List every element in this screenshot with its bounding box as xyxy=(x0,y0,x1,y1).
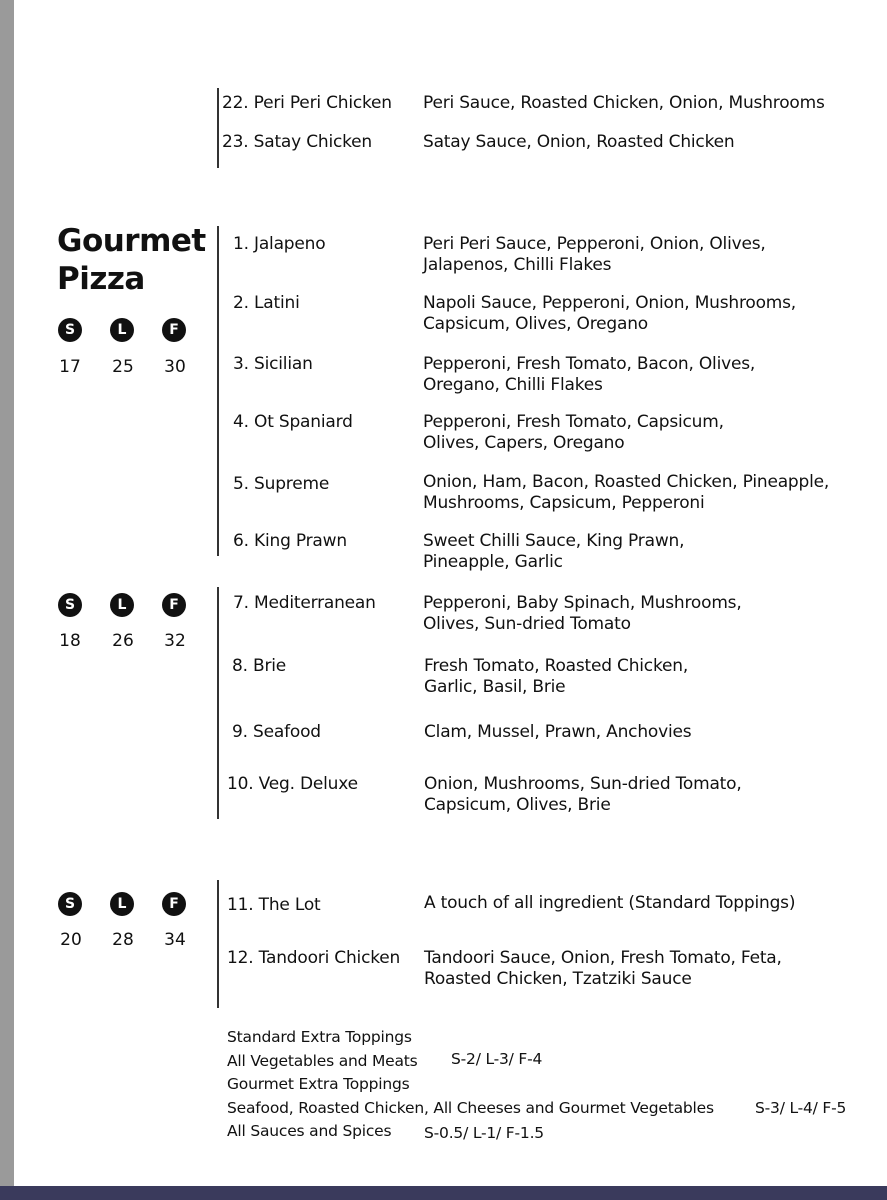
item-ingredients-23: Satay Sauce, Onion, Roasted Chicken xyxy=(423,132,735,152)
sauces-price: S-0.5/ L-1/ F-1.5 xyxy=(424,1124,544,1142)
bottom-bar xyxy=(0,1186,887,1200)
item-ingredients-7 xyxy=(423,593,742,635)
item-name-22: 22. Peri Peri Chicken xyxy=(222,93,392,113)
divider-line xyxy=(217,88,219,168)
ingredient-line: Fresh Tomato, Roasted Chicken, xyxy=(424,656,689,676)
section-title-line1: Gourmet xyxy=(57,223,206,259)
ingredient-line: Olives, Capers, Oregano xyxy=(423,433,625,453)
ingredient-line: Pepperoni, Baby Spinach, Mushrooms, xyxy=(423,593,742,613)
item-ingredients-1 xyxy=(423,234,766,276)
size-badge-large: L xyxy=(110,892,134,916)
size-badge-small: S xyxy=(58,892,82,916)
divider-line xyxy=(217,587,219,819)
price-large: 25 xyxy=(112,357,134,377)
item-name-12: 12. Tandoori Chicken xyxy=(227,948,401,968)
ingredient-line: Peri Peri Sauce, Pepperoni, Onion, Olives, xyxy=(423,234,766,254)
size-badges xyxy=(58,593,198,621)
item-ingredients-9: Clam, Mussel, Prawn, Anchovies xyxy=(424,722,692,742)
ingredient-line: Onion, Ham, Bacon, Roasted Chicken, Pineapple, xyxy=(423,472,830,492)
item-name-5: 5. Supreme xyxy=(233,474,330,494)
gourmet-extra-label: Seafood, Roasted Chicken, All Cheeses and Gourmet Vegetables xyxy=(227,1099,714,1117)
menu-page xyxy=(14,0,887,1186)
size-badge-family: F xyxy=(162,892,186,916)
item-ingredients-22: Peri Sauce, Roasted Chicken, Onion, Mushrooms xyxy=(423,93,825,113)
size-badge-large: L xyxy=(110,318,134,342)
section-title xyxy=(57,222,206,298)
item-ingredients-10 xyxy=(424,774,742,816)
item-ingredients-11: A touch of all ingredient (Standard Toppings) xyxy=(424,893,796,913)
ingredient-line: Olives, Sun-dried Tomato xyxy=(423,614,631,634)
price-large: 28 xyxy=(112,930,134,950)
ingredient-line: Pepperoni, Fresh Tomato, Bacon, Olives, xyxy=(423,354,756,374)
divider-line xyxy=(217,880,219,1008)
gourmet-extra-heading: Gourmet Extra Toppings xyxy=(227,1075,410,1093)
price-small: 17 xyxy=(59,357,81,377)
ingredient-line: Napoli Sauce, Pepperoni, Onion, Mushrooms, xyxy=(423,293,797,313)
item-name-11: 11. The Lot xyxy=(227,895,321,915)
size-badge-large: L xyxy=(110,593,134,617)
size-badge-family: F xyxy=(162,593,186,617)
gourmet-extra-price: S-3/ L-4/ F-5 xyxy=(755,1099,847,1117)
item-ingredients-6 xyxy=(423,531,684,573)
price-small: 18 xyxy=(59,631,81,651)
ingredient-line: Garlic, Basil, Brie xyxy=(424,677,566,697)
ingredient-line: Oregano, Chilli Flakes xyxy=(423,375,603,395)
item-ingredients-5 xyxy=(423,472,829,514)
ingredient-line: Capsicum, Olives, Oregano xyxy=(423,314,648,334)
item-name-6: 6. King Prawn xyxy=(233,531,347,551)
ingredient-line: Sweet Chilli Sauce, King Prawn, xyxy=(423,531,685,551)
price-family: 30 xyxy=(164,357,186,377)
ingredient-line: Roasted Chicken, Tzatziki Sauce xyxy=(424,969,692,989)
size-badges xyxy=(58,892,198,920)
ingredient-line: Pineapple, Garlic xyxy=(423,552,563,572)
price-family: 32 xyxy=(164,631,186,651)
item-ingredients-12 xyxy=(424,948,782,990)
size-badge-family: F xyxy=(162,318,186,342)
item-name-3: 3. Sicilian xyxy=(233,354,313,374)
item-ingredients-8 xyxy=(424,656,688,698)
sauces-label: All Sauces and Spices xyxy=(227,1122,392,1140)
item-ingredients-2 xyxy=(423,293,796,335)
ingredient-line: Mushrooms, Capsicum, Pepperoni xyxy=(423,493,705,513)
item-name-2: 2. Latini xyxy=(233,293,300,313)
veg-meats-label: All Vegetables and Meats xyxy=(227,1052,418,1070)
item-name-1: 1. Jalapeno xyxy=(233,234,326,254)
divider-line xyxy=(217,226,219,556)
price-family: 34 xyxy=(164,930,186,950)
item-name-4: 4. Ot Spaniard xyxy=(233,412,353,432)
item-ingredients-3 xyxy=(423,354,755,396)
price-large: 26 xyxy=(112,631,134,651)
item-name-10: 10. Veg. Deluxe xyxy=(227,774,358,794)
size-badge-small: S xyxy=(58,318,82,342)
veg-meats-price: S-2/ L-3/ F-4 xyxy=(451,1050,543,1068)
size-badges xyxy=(58,318,198,346)
ingredient-line: Pepperoni, Fresh Tomato, Capsicum, xyxy=(423,412,724,432)
ingredient-line: Jalapenos, Chilli Flakes xyxy=(423,255,612,275)
item-name-23: 23. Satay Chicken xyxy=(222,132,372,152)
item-name-7: 7. Mediterranean xyxy=(233,593,376,613)
item-name-9: 9. Seafood xyxy=(232,722,321,742)
ingredient-line: Capsicum, Olives, Brie xyxy=(424,795,611,815)
standard-extra-heading: Standard Extra Toppings xyxy=(227,1028,412,1046)
item-name-8: 8. Brie xyxy=(232,656,287,676)
section-title-line2: Pizza xyxy=(57,261,145,297)
ingredient-line: Onion, Mushrooms, Sun-dried Tomato, xyxy=(424,774,742,794)
ingredient-line: Tandoori Sauce, Onion, Fresh Tomato, Feta, xyxy=(424,948,782,968)
item-ingredients-4 xyxy=(423,412,724,454)
size-badge-small: S xyxy=(58,593,82,617)
price-small: 20 xyxy=(60,930,82,950)
